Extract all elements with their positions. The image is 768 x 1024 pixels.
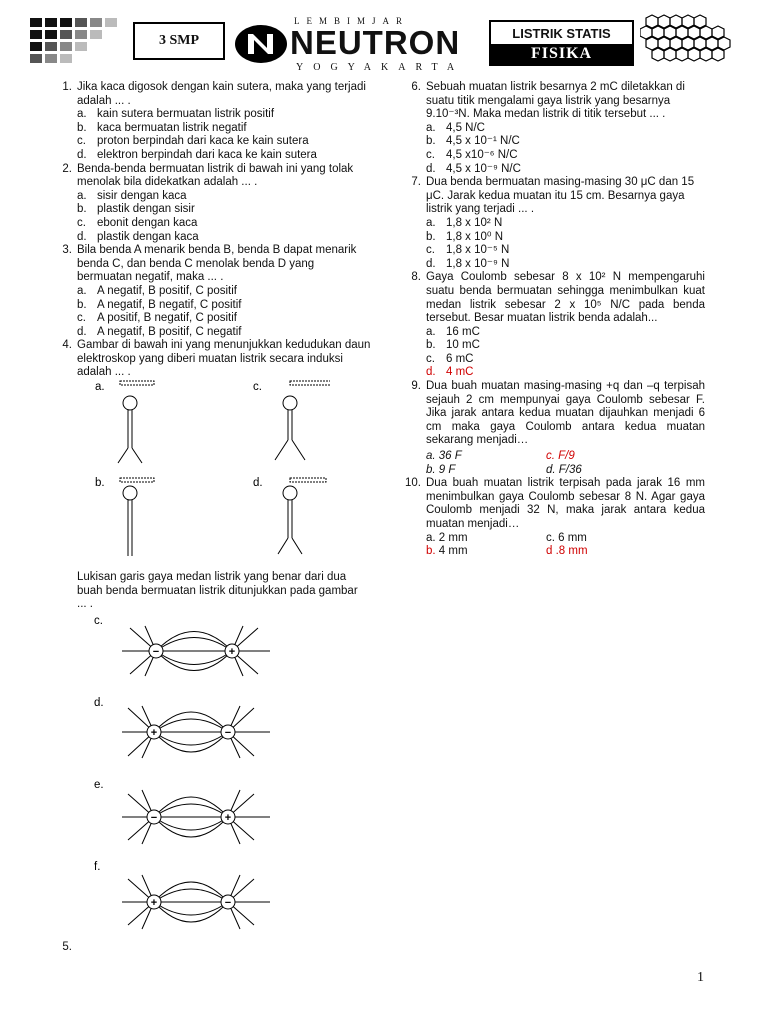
question-text: Gambar di bawah ini yang menunjukkan kedudukan daun elektroskop yang diberi muatan listrik secara induksi adalah ... . (77, 339, 371, 379)
question-number: 1. (62, 81, 72, 93)
figure-label-b: b. (95, 477, 105, 489)
question-8 (399, 271, 705, 380)
electroscope-figures (90, 378, 330, 560)
question-number: 10. (405, 477, 421, 490)
option: c. 6 mm (546, 531, 587, 544)
option: b. plastik dengan sisir (77, 203, 195, 216)
option: b. 10 mC (426, 339, 480, 352)
option: a. sisir dengan kaca (77, 189, 187, 202)
figure-label-c: c. (253, 381, 262, 393)
electroscope-d-icon (278, 478, 326, 554)
charge-plus: + (150, 897, 158, 909)
question-number: 9. (411, 380, 421, 393)
option: b. A negatif, B negatif, C positif (77, 298, 242, 311)
question-text: Gaya Coulomb sebesar 8 x 10² N mempengaruhi suatu benda bermuatan sehingga menimbulkan kuat medan listrik sebesar 2 x 10⁵ N/C pada benda tersebut. Besar muatan listrik benda adalah... (426, 271, 705, 325)
charge-plus: + (150, 727, 158, 739)
figure-label-a: a. (95, 381, 105, 393)
question-number: 5. (62, 941, 72, 953)
brand-top-text: LEMBIMJAR (294, 16, 410, 26)
option: c. proton berpindah dari kaca ke kain sutera (77, 135, 309, 148)
option-letter: b. (426, 545, 436, 558)
option-answer: c. F/9 (546, 450, 575, 463)
charge-minus: − (152, 646, 160, 658)
question-text: Jika kaca digosok dengan kain sutera, maka yang terjadi adalah ... . (77, 81, 366, 107)
option: c. A positif, B negatif, C positif (77, 312, 237, 325)
option: d. plastik dengan kaca (77, 230, 199, 243)
brand-logo (234, 16, 482, 74)
question-text: Dua buah muatan masing-masing +q dan –q terpisah sejauh 2 cm mempunyai gaya Coulomb sebesar F. Jika jarak antara kedua muatan dijauhkan menjadi 6 cm maka gaya Coulomb antara kedua muatan sekarang menjadi… (426, 380, 705, 447)
electroscope-a-icon (118, 381, 154, 463)
question-3 (50, 244, 372, 339)
option: b. 1,8 x 10⁰ N (426, 230, 504, 243)
subject-title: FISIKA (491, 44, 632, 64)
charge-plus: + (224, 812, 232, 824)
question-number: 8. (411, 271, 421, 284)
question-10 (399, 477, 705, 559)
question-text: Sebuah muatan listrik besarnya 2 mC diletakkan di suatu titik mengalami gaya listrik yang besarnya 9.10⁻³N. Maka medan listrik di titik tersebut ... . (426, 81, 685, 121)
question-6 (399, 81, 705, 176)
question-text: Lukisan garis gaya medan listrik yang benar dari dua buah benda bermuatan listrik ditunjukkan pada gambar ... . (77, 571, 358, 611)
question-7 (399, 176, 705, 271)
option: b. kaca bermuatan listrik negatif (77, 121, 247, 134)
electroscope-c-icon (275, 381, 330, 460)
question-4 (50, 339, 372, 380)
option: c. 4,5 x10⁻⁶ N/C (426, 148, 518, 161)
honeycomb-icon (640, 14, 738, 70)
option: c. ebonit dengan kaca (77, 216, 198, 229)
grid-logo-icon (30, 18, 122, 68)
question-number: 7. (411, 176, 421, 189)
brand-name: NEUTRON (290, 24, 461, 61)
option: d. F/36 (546, 463, 582, 476)
neutron-n-logo-icon (234, 24, 288, 64)
question-text: Bila benda A menarik benda B, benda B dapat menarik benda C, dan benda C menolak benda D yang bermuatan negatif, maka ... . (77, 244, 357, 284)
brand-city: YOGYAKARTA (296, 62, 465, 73)
page-number: 1 (697, 970, 704, 985)
figure-label-c: c. (94, 615, 103, 627)
field-figure-d-icon (122, 706, 270, 758)
option: a. kain sutera bermuatan listrik positif (77, 108, 275, 121)
electroscope-b-icon (120, 478, 154, 556)
charge-minus: − (150, 812, 158, 824)
option: a. A negatif, B positif, C positif (77, 284, 237, 297)
option-answer: d. 4 mC (426, 366, 474, 379)
field-figure-e-icon (122, 790, 270, 844)
title-box (489, 20, 634, 66)
question-1 (50, 81, 372, 163)
right-column (399, 81, 705, 559)
question-text: Dua benda bermuatan masing-masing 30 μC dan 15 μC. Jarak kedua muatan itu 15 cm. Besarnya gaya listrik yang terjadi ... . (426, 176, 695, 216)
option: a. 4,5 N/C (426, 121, 485, 134)
question-number: 6. (411, 81, 421, 93)
option: b. 9 F (426, 463, 456, 476)
field-figure-c-icon (122, 626, 270, 676)
option: d. 1,8 x 10⁻⁹ N (426, 257, 510, 270)
option: a. 2 mm (426, 531, 468, 544)
field-figure-f-icon (122, 875, 270, 929)
option (426, 545, 546, 559)
field-line-figures (90, 614, 290, 944)
option: d. elektron berpindah dari kaca ke kain sutera (77, 148, 317, 161)
figure-label-d: d. (94, 697, 104, 709)
grade-label: 3 SMP (133, 22, 225, 60)
question-text: Dua buah muatan listrik terpisah pada jarak 16 mm menimbulkan gaya Coulomb sebesar 8 N. Agar gaya Coulomb menjadi 32 N, maka jarak antara kedua muatan menjadi… (426, 477, 705, 530)
option: c. 1,8 x 10⁻⁵ N (426, 244, 510, 257)
option-answer: d .8 mm (546, 545, 588, 558)
option: c. 6 mC (426, 352, 474, 365)
figure-label-d: d. (253, 477, 263, 489)
question-number: 2. (62, 162, 72, 175)
option: d. A negatif, B positif, C negatif (77, 325, 242, 338)
question-number: 4. (62, 339, 72, 352)
option: d. 4,5 x 10⁻⁹ N/C (426, 162, 521, 175)
figure-label-e: e. (94, 779, 104, 791)
question-number: 3. (62, 244, 72, 257)
question-9 (399, 380, 705, 477)
option: b. 4,5 x 10⁻¹ N/C (426, 135, 520, 148)
charge-minus: − (224, 727, 232, 739)
option-value: 4 mm (438, 545, 468, 558)
figure-label-f: f. (94, 861, 101, 873)
topic-title: LISTRIK STATIS (512, 25, 611, 41)
question-4b (77, 571, 369, 612)
charge-minus: − (224, 897, 232, 909)
option: a. 16 mC (426, 325, 480, 338)
option: a. 1,8 x 10² N (426, 216, 503, 229)
question-2 (50, 163, 372, 245)
left-column (50, 81, 372, 380)
charge-plus: + (228, 646, 236, 658)
question-text: Benda-benda bermuatan listrik di bawah ini yang tolak menolak bila didekatkan adalah ... . (77, 162, 354, 189)
option: a. 36 F (426, 450, 462, 463)
